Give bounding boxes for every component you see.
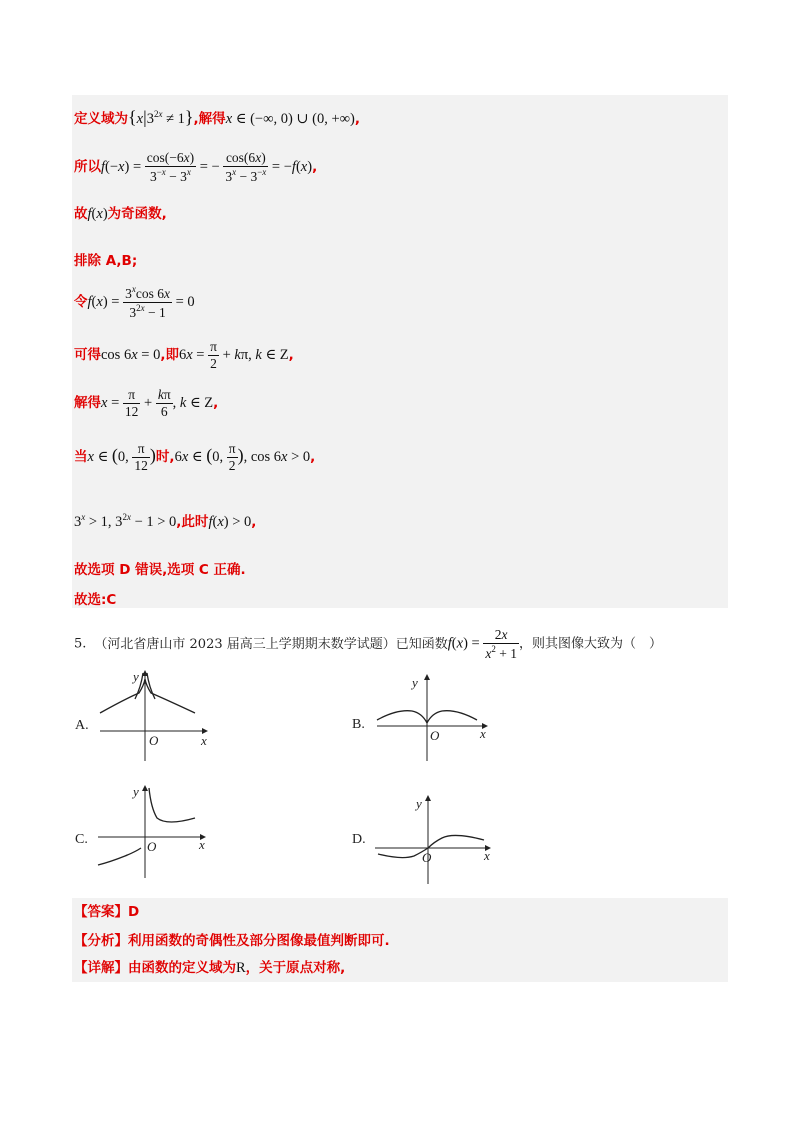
- origin-label: O: [422, 850, 432, 865]
- fraction: $\frac{\pi}{2}$: [210, 339, 217, 371]
- answer-line: [74, 905, 139, 920]
- text: 为奇函数,: [107, 206, 167, 222]
- x-axis-label: x: [480, 726, 486, 741]
- text: 排除 A,B;: [74, 253, 138, 269]
- detail-text-b: ，关于原点对称,: [245, 960, 346, 976]
- solution-line-1: [74, 108, 360, 127]
- option-a-label[interactable]: A.: [75, 718, 89, 733]
- text: 令: [74, 294, 88, 310]
- formula-question: f(x) =: [447, 635, 484, 652]
- text: 定义域为: [74, 111, 128, 127]
- fraction: $\frac{2x}{x^2 + 1}$: [485, 627, 517, 661]
- analysis-label: 【分析】: [74, 933, 128, 949]
- analysis-text: 利用函数的奇偶性及部分图像最值判断即可.: [128, 933, 390, 949]
- question-tail: ，则其图像大致为（ ）: [518, 636, 662, 652]
- text: ,: [251, 514, 257, 530]
- text: 可得: [74, 347, 101, 363]
- option-c-label[interactable]: C.: [75, 832, 88, 847]
- analysis-line: [74, 934, 390, 949]
- formula-part: ), cos 6x > 0: [237, 445, 311, 465]
- y-axis-label: y: [133, 669, 139, 684]
- curve: [149, 788, 195, 822]
- text: ,: [310, 449, 316, 465]
- text: ,此时: [176, 514, 209, 530]
- option-c-graph[interactable]: [95, 780, 225, 880]
- formula-6x: 6x =: [178, 347, 209, 363]
- y-axis-label: y: [412, 675, 418, 690]
- detail-text-a: 由函数的定义域为: [128, 960, 236, 976]
- text: ,解得: [193, 111, 226, 127]
- curve: [100, 679, 195, 713]
- answer-label: 【答案】: [74, 904, 128, 920]
- formula-x-solution: x =: [101, 395, 123, 411]
- formula-part: = −f(x): [268, 159, 313, 175]
- formula-domain-result: x ∈ (−∞, 0) ∪ (0, +∞): [225, 111, 355, 127]
- text: 故选:C: [74, 592, 117, 608]
- solution-line-8: [74, 442, 315, 472]
- formula-positive: $3^x > 1$, $3^{2x} - 1 > 0$: [74, 512, 177, 530]
- text: ,: [288, 347, 294, 363]
- origin-label: O: [149, 733, 159, 748]
- solution-line-6: [74, 340, 294, 370]
- text: ,: [213, 395, 219, 411]
- solution-line-9: [74, 513, 256, 530]
- solution-line-11: [74, 593, 116, 608]
- option-b-label[interactable]: B.: [352, 717, 365, 732]
- text: 当: [74, 449, 88, 465]
- formula-part: + kπ, k ∈ Z: [218, 347, 289, 363]
- text: 时,: [155, 449, 175, 465]
- formula-odd-check: f(−x) =: [101, 159, 145, 175]
- x-axis-label: x: [199, 837, 205, 852]
- text: 解得: [74, 395, 101, 411]
- formula-cos-zero: cos 6x = 0: [101, 347, 161, 363]
- formula-part: = −: [196, 159, 224, 175]
- formula-fx: f(x): [87, 206, 108, 222]
- x-axis-label: x: [484, 848, 490, 863]
- formula-zero: f(x) =: [87, 294, 124, 310]
- solution-line-2: [74, 151, 317, 183]
- text: 所以: [74, 159, 101, 175]
- option-d-graph[interactable]: [372, 788, 502, 888]
- fraction: $\frac{\pi}{12}$: [124, 387, 139, 419]
- formula-real-set: R: [236, 960, 246, 976]
- fraction: $\frac{k\pi}{6}$: [157, 387, 171, 419]
- text: 故: [74, 206, 88, 222]
- formula-part: +: [140, 395, 156, 411]
- question-number: 5.: [74, 636, 87, 652]
- question-5: [74, 628, 662, 660]
- formula-interval: x ∈ (0,: [87, 445, 133, 465]
- formula-part: = 0: [171, 294, 195, 310]
- fraction: $\frac{\cos(6x)}{3^x - 3^{-x}}$: [225, 150, 267, 184]
- fraction: $\frac{3^x\cos 6x}{3^{2x} - 1}$: [125, 284, 170, 320]
- y-axis-label: y: [416, 796, 422, 811]
- fraction: $\frac{\pi}{12}$: [134, 441, 148, 473]
- option-d-label[interactable]: D.: [352, 832, 366, 847]
- solution-line-3: [74, 207, 167, 222]
- question-source: （河北省唐山市 2023 届高三上学期期末数学试题）已知函数: [94, 636, 448, 652]
- detail-line: [74, 961, 345, 976]
- formula-interval-6x: 6x ∈ (0,: [174, 445, 227, 465]
- text: ,即: [160, 347, 179, 363]
- formula-domain: $\{x|3^{2x} \ne 1\}$: [128, 107, 194, 127]
- solution-line-4: [74, 254, 137, 269]
- option-a-graph[interactable]: [95, 665, 225, 765]
- x-axis-label: x: [201, 733, 207, 748]
- y-axis-label: y: [133, 784, 139, 799]
- text: ,: [312, 159, 318, 175]
- fraction: $\frac{\pi}{2}$: [228, 441, 236, 473]
- origin-label: O: [430, 728, 440, 743]
- curve: [98, 848, 141, 865]
- origin-label: O: [147, 839, 157, 854]
- solution-line-10: [74, 563, 246, 578]
- text: 故选项 D 错误,选项 C 正确.: [74, 562, 246, 578]
- solution-line-5: [74, 285, 195, 319]
- option-b-graph[interactable]: [372, 665, 502, 765]
- formula-fx-positive: f(x) > 0: [208, 514, 252, 530]
- answer-value: D: [128, 904, 140, 920]
- formula-part: ): [149, 445, 156, 465]
- solution-line-7: [74, 388, 218, 418]
- formula-part: , k ∈ Z: [172, 395, 214, 411]
- fraction: $\frac{\cos(-6x)}{3^{-x} - 3^x}$: [146, 150, 195, 184]
- text: ,: [354, 111, 360, 127]
- detail-label: 【详解】: [74, 960, 128, 976]
